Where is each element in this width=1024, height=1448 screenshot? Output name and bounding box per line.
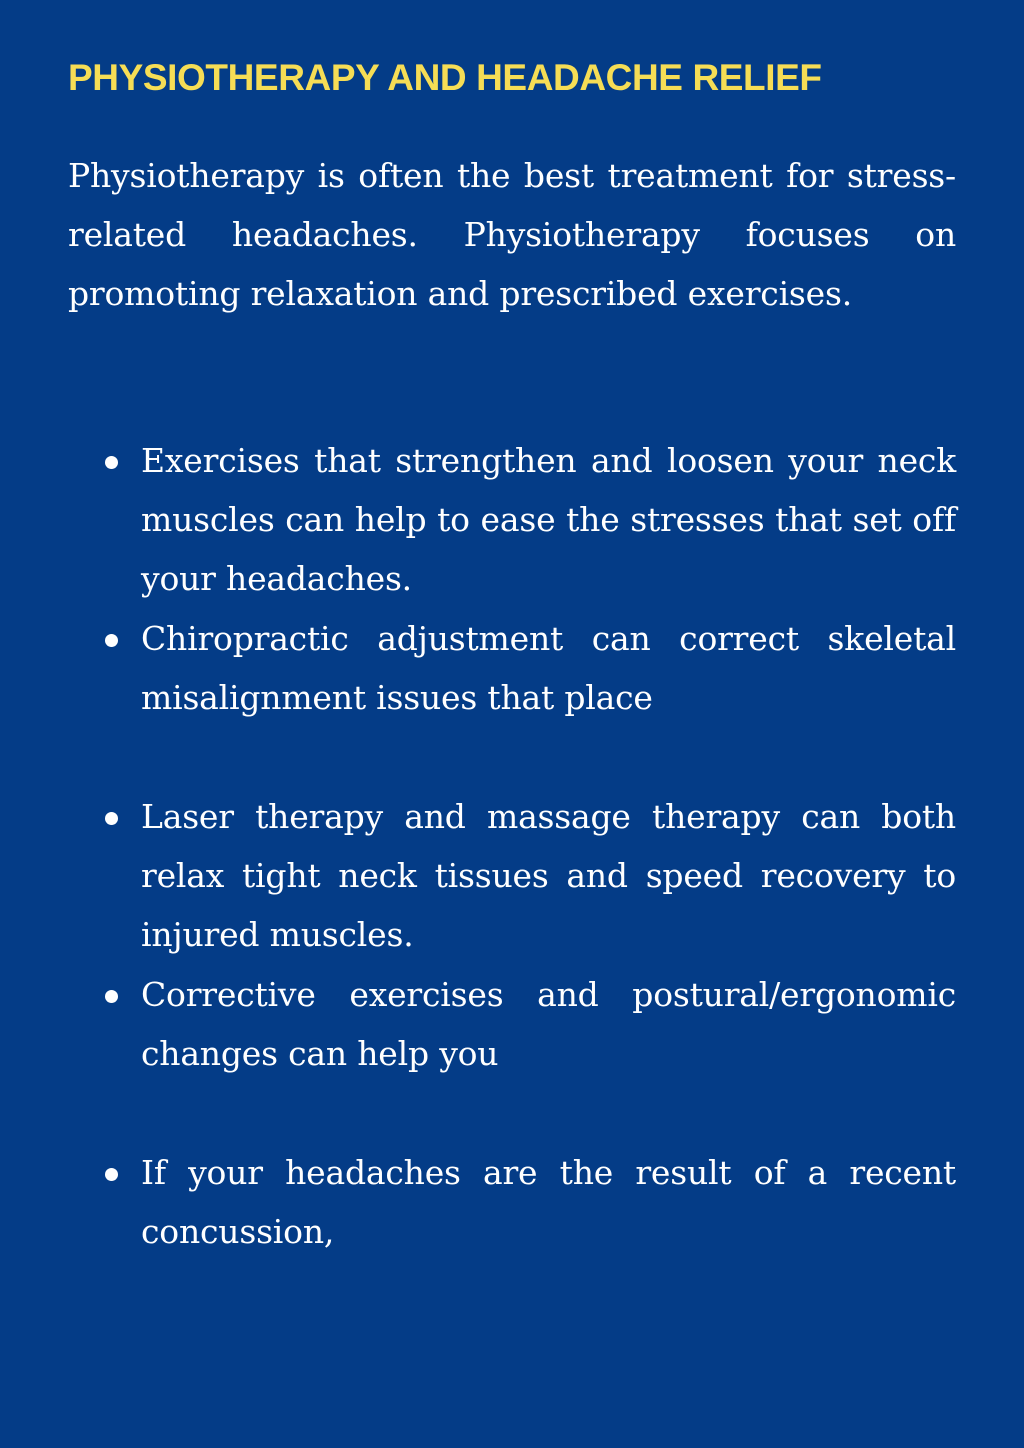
bullet-text: Exercises that strengthen and loosen your neck muscles can help to ease the stresses that set off your headaches. [141,441,956,598]
bullet-dot-icon [105,990,118,1003]
bullet-dot-icon [105,634,118,647]
bullet-dot-icon [105,1168,118,1181]
bullet-text: Laser therapy and massage therapy can both relax tight neck tissues and speed recovery to injured muscles. [141,797,956,954]
bullet-dot-icon [105,456,118,469]
bullet-item [141,965,956,1083]
bullet-text: If your headaches are the result of a recent concussion, [141,1153,956,1251]
bullet-item [141,787,956,964]
bullet-item [141,1143,956,1261]
page-title: PHYSIOTHERAPY AND HEADACHE RELIEF [68,57,822,98]
bullet-dot-icon [105,812,118,825]
bullet-item [141,609,956,727]
intro-paragraph: Physiotherapy is often the best treatment for stress-related headaches. Physiotherapy focuses on promoting relaxation and prescribed exercises. [68,156,956,313]
bullet-text: Corrective exercises and postural/ergonomic changes can help you [141,975,956,1073]
bullet-item [141,431,956,608]
bullet-text: Chiropractic adjustment can correct skeletal misalignment issues that place [141,619,956,717]
